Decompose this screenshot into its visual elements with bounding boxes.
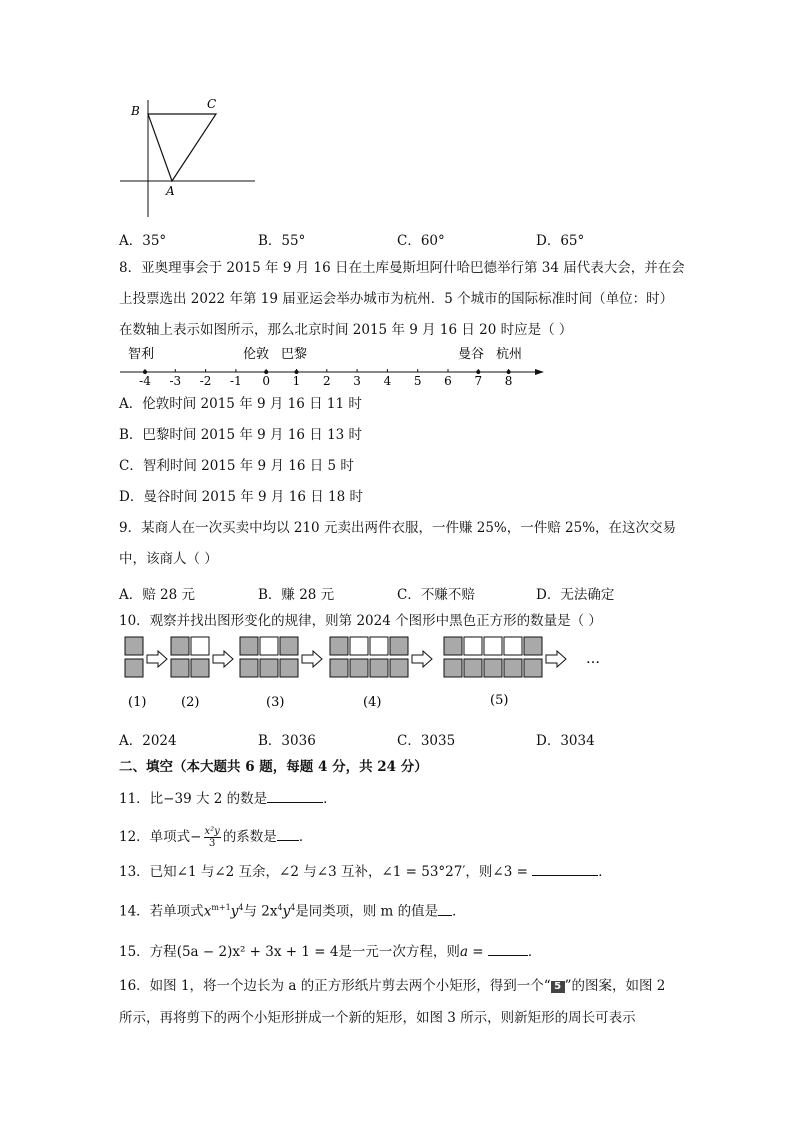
axis-tick-label: 8 [504, 374, 513, 388]
q15-answer-blank[interactable] [488, 943, 528, 956]
black-square [330, 637, 348, 655]
q8-option-a: A．伦敦时间 2015 年 9 月 16 日 11 时 [119, 396, 362, 412]
q15-var: a = [459, 944, 484, 960]
black-square [260, 659, 278, 677]
black-square [280, 637, 298, 655]
black-square [171, 659, 189, 677]
city-hangzhou: 杭州 [496, 347, 523, 362]
city-bangkok: 曼谷 [458, 347, 485, 362]
black-square [464, 659, 482, 677]
q10-option-a: A．2024 [119, 733, 177, 749]
white-square [464, 637, 482, 655]
triangle-figure [115, 95, 265, 220]
pattern-label-2: (2) [181, 695, 200, 710]
q9-line-1: 9．某商人在一次买卖中均以 210 元卖出两件衣服，一件赚 25%，一件赔 25%，在这次交易 [119, 520, 677, 536]
q12-pre: 12．单项式− [119, 829, 202, 845]
arrow-icon [546, 651, 566, 667]
q10-option-d: D．3034 [536, 733, 595, 749]
black-square [350, 659, 368, 677]
pattern-ellipsis: … [586, 651, 600, 667]
q12-denominator: 3 [208, 838, 216, 849]
point-label-c: C [207, 97, 217, 111]
black-square [125, 659, 143, 677]
q16-pre: 16．如图 1，将一个边长为 a 的正方形纸片剪去两个小矩形，得到一个“ [119, 978, 551, 994]
axis-tick-label: 2 [322, 374, 331, 388]
q15-post: 是一元一次方程，则 [338, 944, 460, 960]
time-number-line [118, 342, 548, 388]
q12-numerator: x²y [204, 826, 220, 837]
q9-option-d: D．无法确定 [536, 587, 615, 603]
q16-emblem: 5 [551, 981, 565, 993]
q10-line-1: 10．观察并找出图形变化的规律，则第 2024 个图形中黑色正方形的数量是（ ） [119, 613, 602, 629]
arrow-icon [213, 651, 233, 667]
black-square [191, 659, 209, 677]
q8-line-1: 8．亚奥理事会于 2015 年 9 月 16 日在土库曼斯坦阿什哈巴德举行第 34 届代表大会，并在会 [119, 260, 685, 276]
black-square [444, 637, 462, 655]
black-square [280, 659, 298, 677]
q11-text: 11．比−39 大 2 的数是 [119, 791, 268, 807]
square-pattern-figure [118, 632, 618, 717]
black-square [444, 659, 462, 677]
q13 [119, 863, 612, 880]
q7-option-d: D．65° [536, 233, 585, 249]
q14-term2-x-exp: 4 [277, 903, 283, 912]
q15-end: ． [527, 944, 542, 960]
black-square [504, 659, 522, 677]
pattern-label-3: (3) [266, 695, 285, 710]
q12-answer-blank[interactable] [277, 828, 299, 841]
arrow-icon [412, 651, 432, 667]
white-square [484, 637, 502, 655]
q8-line-3: 在数轴上表示如图所示，那么北京时间 2015 年 9 月 16 日 20 时应是（ ） [119, 322, 573, 338]
q9-option-b: B．赚 28 元 [258, 587, 335, 603]
q12-fraction [204, 826, 221, 849]
q7-option-c: C．60° [397, 233, 445, 249]
black-square [125, 637, 143, 655]
black-square [370, 659, 388, 677]
q14-term1-y-exp: 4 [238, 903, 244, 912]
q14-answer-blank[interactable] [438, 903, 452, 916]
black-square [240, 637, 258, 655]
q9-line-2: 中，该商人（ ） [119, 551, 218, 567]
q8-option-b: B．巴黎时间 2015 年 9 月 16 日 13 时 [119, 427, 363, 443]
q9-option-c: C．不赚不赔 [397, 587, 475, 603]
axis-tick-label: -4 [139, 374, 151, 388]
q16-line-2: 所示，再将剪下的两个小矩形拼成一个新的矩形，如图 3 所示，则新矩形的周长可表示 [119, 1010, 636, 1026]
q14-post: 是同类项，则 m 的值是 [295, 903, 439, 920]
axis-tick-label: -2 [199, 374, 212, 388]
q10-option-c: C．3035 [397, 733, 456, 749]
q8-option-d: D．曼谷时间 2015 年 9 月 16 日 18 时 [119, 489, 363, 505]
city-london: 伦敦 [243, 347, 270, 362]
city-paris: 巴黎 [281, 347, 308, 362]
q13-end: ． [598, 864, 612, 880]
q14-term1-y: y [230, 903, 239, 920]
point-label-a: A [166, 184, 175, 198]
axis-tick-label: 5 [413, 374, 422, 388]
q7-option-a: A．35° [119, 233, 167, 249]
q8-line-2: 上投票选出 2022 年第 19 届亚运会举办城市为杭州．5 个城市的国际标准时间（单位：时） [119, 291, 674, 307]
q7-option-b: B．55° [258, 233, 306, 249]
q14-end: ． [452, 903, 466, 920]
q15 [119, 943, 541, 960]
black-square [390, 659, 408, 677]
q12-post: 的系数是 [222, 829, 277, 845]
white-square [370, 637, 388, 655]
axis-tick-label: 6 [444, 374, 452, 388]
section-2-title: 二、填空（本大题共 6 题，每题 4 分，共 24 分） [119, 759, 428, 775]
white-square [191, 637, 209, 655]
black-square [390, 637, 408, 655]
axis-tick-label: 0 [262, 374, 271, 388]
q12-end: ． [298, 829, 313, 845]
q15-pre: 15．方程 [119, 944, 177, 960]
q14-term2-y-exp: 4 [290, 903, 296, 912]
city-chile: 智利 [128, 347, 155, 362]
black-square [524, 637, 542, 655]
point-label-b: B [131, 104, 140, 118]
q14-term2-y: y [282, 903, 291, 920]
q14-term1-x: x [203, 903, 212, 920]
q10-option-b: B．3036 [258, 733, 316, 749]
q13-answer-blank[interactable] [532, 863, 598, 876]
white-square [504, 637, 522, 655]
q9-option-a: A．赔 28 元 [119, 587, 196, 603]
q14-term1-x-exp: m+1 [211, 903, 231, 912]
arrow-icon [147, 651, 167, 667]
pattern-label-1: (1) [128, 695, 147, 710]
arrow-icon [302, 651, 322, 667]
q14 [119, 900, 466, 920]
axis-tick-label: 7 [474, 374, 483, 388]
white-square [260, 637, 278, 655]
q11-end: ． [323, 791, 337, 807]
black-square [171, 637, 189, 655]
q14-pre: 14．若单项式 [119, 903, 204, 920]
black-square [524, 659, 542, 677]
pattern-label-5: (5) [490, 693, 509, 708]
pattern-label-4: (4) [363, 695, 382, 710]
black-square [484, 659, 502, 677]
axis-tick-label: -3 [169, 374, 182, 388]
q8-option-c: C．智利时间 2015 年 9 月 16 日 5 时 [119, 458, 354, 474]
axis-tick-label: -1 [230, 374, 242, 388]
black-square [240, 659, 258, 677]
q11-answer-blank[interactable] [267, 790, 323, 803]
q16-post: ”的图案，如图 2 [564, 978, 666, 994]
axis-tick-label: 3 [353, 374, 361, 388]
q12 [119, 822, 312, 852]
axis-tick-label: 1 [292, 374, 301, 388]
white-square [350, 637, 368, 655]
q13-text: 13．已知∠1 与∠2 互余，∠2 与∠3 互补，∠1 = 53°27′，则∠3 = [119, 864, 528, 880]
axis-tick-label: 4 [383, 374, 392, 388]
q14-mid: 与 2x [243, 903, 278, 920]
black-square [330, 659, 348, 677]
q16-line-1 [119, 978, 665, 994]
q15-equation: (5a − 2)x² + 3x + 1 = 4 [176, 944, 339, 960]
q11 [119, 790, 337, 807]
